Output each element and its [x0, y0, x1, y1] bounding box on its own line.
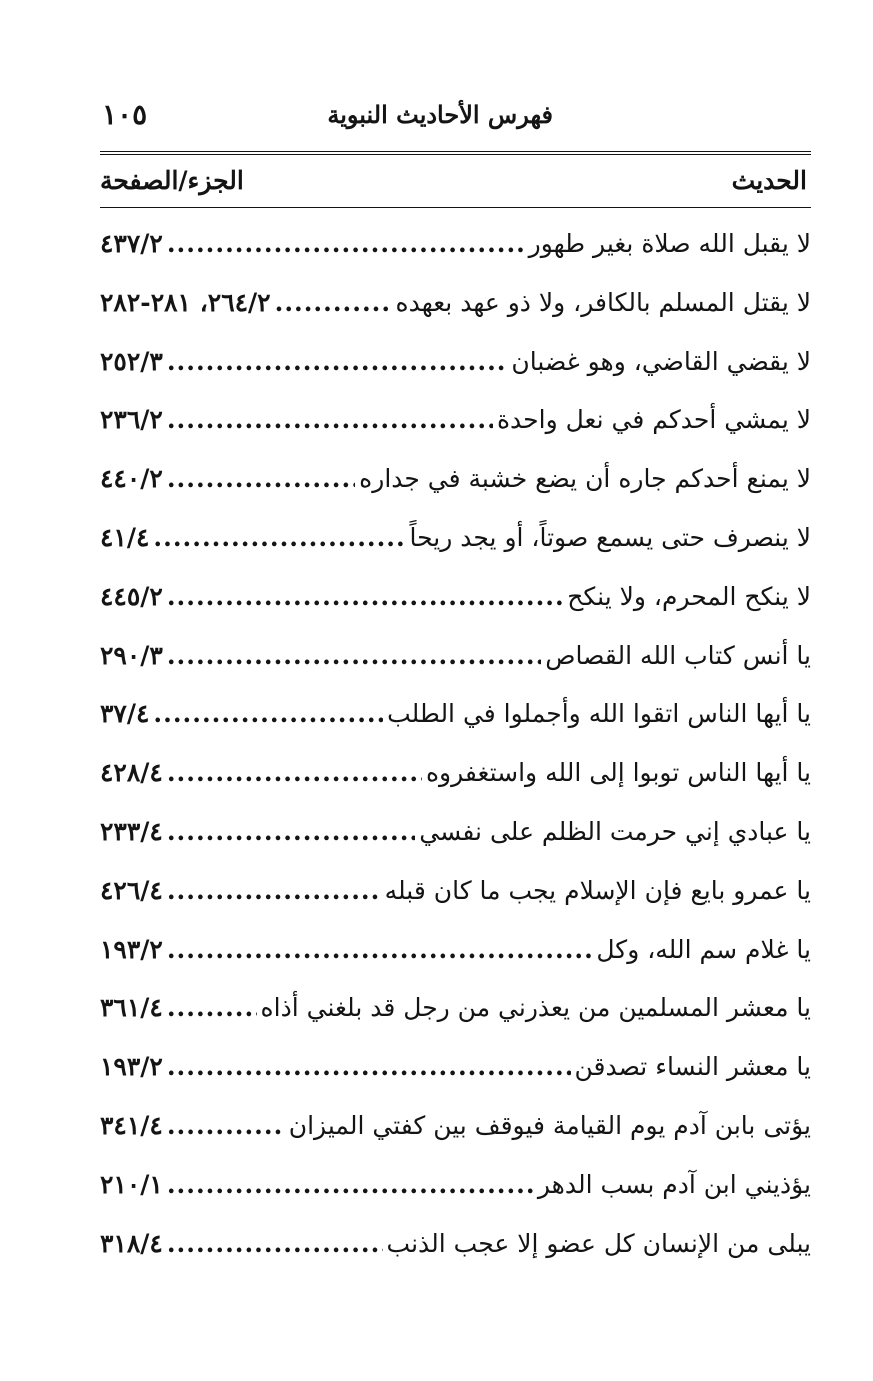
- hadith-text: يا أنس كتاب الله القصاص: [545, 640, 811, 670]
- index-entry: [100, 810, 811, 869]
- leader-dots: [167, 222, 525, 266]
- leader-dots: [167, 575, 563, 619]
- volume-page-ref: ١٩٣/٢: [100, 1052, 163, 1082]
- hadith-text: يا عمرو بايع فإن الإسلام يجب ما كان قبله: [384, 875, 811, 905]
- leader-dots: [167, 398, 493, 442]
- index-entry: [100, 398, 811, 457]
- leader-dots: [167, 986, 257, 1030]
- index-entry: [100, 340, 811, 399]
- index-entry: [100, 1163, 811, 1222]
- column-header-rule: [100, 207, 811, 208]
- index-entry: [100, 1222, 811, 1281]
- volume-page-ref: ٤٤٠/٢: [100, 464, 163, 494]
- volume-page-ref: ٤٢٨/٤: [100, 758, 163, 788]
- hadith-text: لا ينصرف حتى يسمع صوتاً، أو يجد ريحاً: [409, 522, 811, 552]
- index-entry: [100, 1104, 811, 1163]
- volume-page-ref: ٢١٠/١: [100, 1169, 163, 1199]
- volume-page-ref: ٢٩٠/٣: [100, 640, 163, 670]
- hadith-index-list: [100, 222, 811, 1280]
- hadith-text: يا غلام سم الله، وكل: [596, 934, 811, 964]
- hadith-text: لا يقبل الله صلاة بغير طهور: [528, 229, 811, 258]
- hadith-text: يا عبادي إني حرمت الظلم على نفسي: [419, 816, 811, 846]
- index-entry: [100, 1045, 811, 1104]
- index-entry: [100, 281, 811, 340]
- leader-dots: [167, 457, 355, 501]
- index-entry: [100, 222, 811, 281]
- leader-dots: [153, 516, 405, 560]
- volume-page-ref: ٢٣٣/٤: [100, 816, 163, 846]
- index-entry: [100, 516, 811, 575]
- hadith-text: لا يمنع أحدكم جاره أن يضع خشبة في جداره: [359, 464, 811, 494]
- hadith-text: لا ينكح المحرم، ولا ينكح: [567, 581, 811, 611]
- volume-page-ref: ٤٣٧/٢: [100, 229, 163, 258]
- index-entry: [100, 692, 811, 751]
- hadith-text: يا أيها الناس توبوا إلى الله واستغفروه: [425, 758, 811, 788]
- index-entry: [100, 869, 811, 928]
- volume-page-ref: ٤١/٤: [100, 522, 150, 552]
- column-header-hadith: الحديث: [731, 166, 807, 195]
- hadith-text: لا يقضي القاضي، وهو غضبان: [511, 346, 811, 376]
- header-double-rule: [100, 151, 811, 155]
- volume-page-ref: ٢٥٢/٣: [100, 346, 163, 376]
- hadith-text: يبلى من الإنسان كل عضو إلا عجب الذنب: [386, 1228, 811, 1258]
- column-headers: [100, 166, 811, 202]
- volume-page-ref: ٣٧/٤: [100, 699, 150, 729]
- leader-dots: [167, 340, 508, 384]
- volume-page-ref: ٢٣٦/٢: [100, 405, 163, 435]
- column-header-reference: الجزء/الصفحة: [100, 166, 244, 195]
- hadith-text: لا يمشي أحدكم في نعل واحدة: [496, 405, 811, 435]
- volume-page-ref: ١٩٣/٢: [100, 934, 163, 964]
- leader-dots: [167, 869, 381, 913]
- leader-dots: [167, 634, 541, 678]
- leader-dots: [167, 810, 415, 854]
- hadith-text: يا معشر النساء تصدقن: [574, 1052, 811, 1082]
- hadith-text: يؤتى بابن آدم يوم القيامة فيوقف بين كفتي الميزان: [288, 1110, 811, 1140]
- volume-page-ref: ٤٤٥/٢: [100, 581, 163, 611]
- volume-page-ref: ٢٦٤/٢، ٢٨١-٢٨٢: [100, 287, 271, 317]
- leader-dots: [167, 1045, 571, 1089]
- hadith-text: يا أيها الناس اتقوا الله وأجملوا في الطلب: [387, 699, 811, 729]
- volume-page-ref: ٤٢٦/٤: [100, 875, 163, 905]
- index-entry: [100, 928, 811, 987]
- hadith-text: يؤذيني ابن آدم بسب الدهر: [537, 1169, 811, 1199]
- running-header: [100, 98, 813, 138]
- leader-dots: [167, 928, 593, 972]
- page-number: ١٠٥: [102, 98, 148, 131]
- volume-page-ref: ٣٤١/٤: [100, 1110, 163, 1140]
- leader-dots: [275, 281, 392, 325]
- leader-dots: [167, 1222, 383, 1266]
- hadith-text: يا معشر المسلمين من يعذرني من رجل قد بلغني أذاه: [260, 993, 811, 1023]
- leader-dots: [167, 751, 422, 795]
- volume-page-ref: ٣٦١/٤: [100, 993, 163, 1023]
- leader-dots: [153, 692, 383, 736]
- leader-dots: [167, 1163, 534, 1207]
- index-entry: [100, 986, 811, 1045]
- index-entry: [100, 575, 811, 634]
- hadith-text: لا يقتل المسلم بالكافر، ولا ذو عهد بعهده: [395, 287, 811, 317]
- index-entry: [100, 751, 811, 810]
- index-entry: [100, 457, 811, 516]
- index-entry: [100, 634, 811, 693]
- leader-dots: [167, 1104, 285, 1148]
- page-title: فهرس الأحاديث النبوية: [327, 100, 553, 129]
- volume-page-ref: ٣١٨/٤: [100, 1228, 163, 1258]
